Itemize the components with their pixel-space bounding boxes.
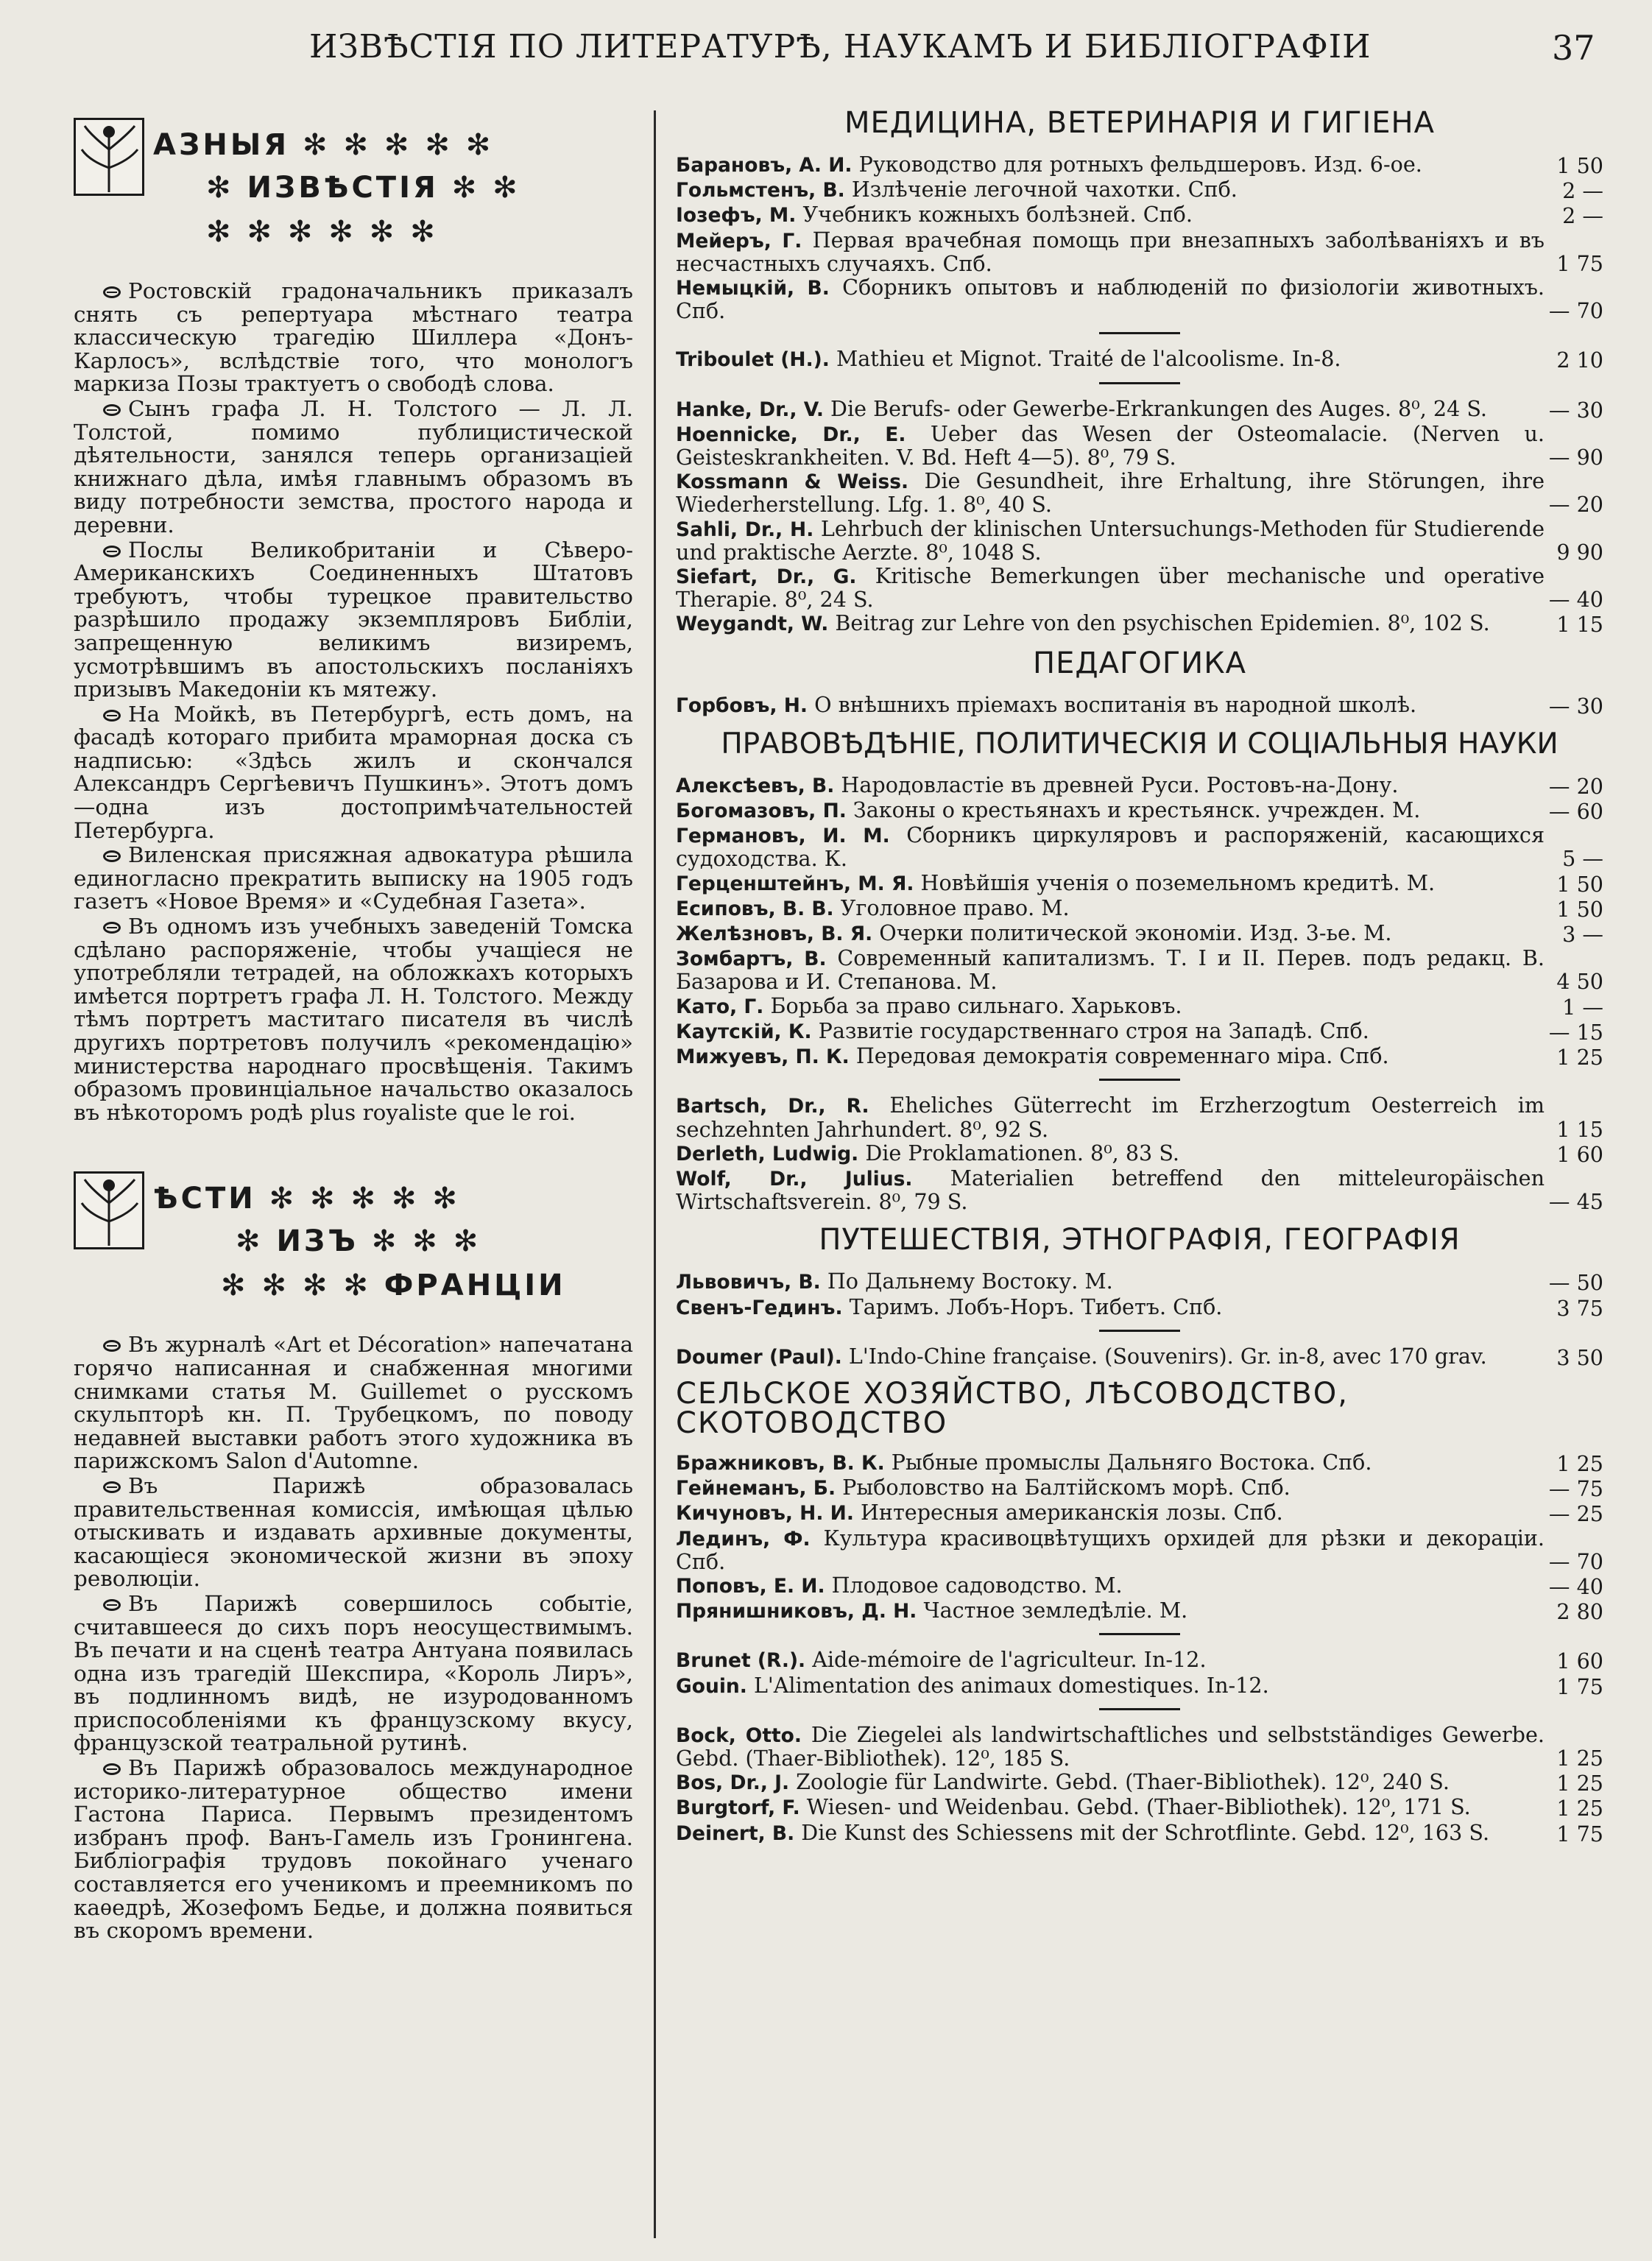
- heading-line-2: ✻ ИЗВѢСТІЯ ✻ ✻: [206, 171, 520, 205]
- price: 3 75: [1556, 1295, 1603, 1321]
- book-entry: Каутскій, К. Развитіе государственнаго строя на Западѣ. Спб. — 15: [676, 1017, 1603, 1045]
- agriculture-de-list: [676, 1721, 1603, 1846]
- travel-fr-list: [676, 1345, 1603, 1369]
- news-item: Въ журналѣ «Art et Décoration» напечатана горячо написанная и снабженная многими снимками статья M. Guillemet о русскомъ скульпторѣ кн. П. Трубецкомъ, по поводу недавней выставки работъ этого художника въ парижскомъ Salon d'Automne.: [74, 1332, 633, 1474]
- heading-line-3: ✻ ✻ ✻ ✻ ✻ ✻: [206, 215, 438, 249]
- book-entry: Мейеръ, Г. Первая врачебная помощь при внезапныхъ заболѣваніяхъ и въ несчастныхъ случаяхъ. Спб. 1 75: [676, 227, 1603, 276]
- price: 1 25: [1556, 1045, 1603, 1070]
- price: — 90: [1548, 445, 1603, 470]
- book-entry: Лединъ, Ф. Культура красивоцвѣтущихъ орхидей для рѣзки и декораціи. Спб. — 70: [676, 1525, 1603, 1574]
- section-title-travel: ПУТЕШЕСТВІЯ, ЭТНОГРАФІЯ, ГЕОГРАФІЯ: [819, 1223, 1461, 1258]
- price: 1 75: [1556, 1673, 1603, 1699]
- law-ru-list: [676, 774, 1603, 1068]
- divider: [1099, 332, 1180, 334]
- book-entry: Мижуевъ, П. К. Передовая демократія современнаго міра. Спб. 1 25: [676, 1043, 1603, 1070]
- book-entry: Bos, Dr., J. Zoologie für Landwirte. Gebd. (Thaer-Bibliothek). 12⁰, 240 S. 1 25: [676, 1769, 1603, 1796]
- book-entry: Bartsch, Dr., R. Eheliches Güterrecht im Erzherzogtum Oesterreich im sechzehnten Jahrhundert. 8⁰, 92 S. 1 15: [676, 1093, 1603, 1142]
- price: — 40: [1548, 587, 1603, 613]
- book-entry: Siefart, Dr., G. Kritische Bemerkungen über mechanische und operative Therapie. 8⁰, 24 S. — 40: [676, 563, 1603, 613]
- price: 1 60: [1556, 1141, 1603, 1167]
- price: 1 25: [1556, 1771, 1603, 1796]
- book-entry: Герценштейнъ, М. Я. Новѣйшія ученія о поземельномъ кредитѣ. М. 1 50: [676, 870, 1603, 897]
- book-entry: Кичуновъ, Н. И. Интересныя американскія лозы. Спб. — 25: [676, 1500, 1603, 1527]
- price: 2 80: [1556, 1599, 1603, 1625]
- book-entry: Барановъ, А. И. Руководство для ротныхъ фельдшеровъ. Изд. 6-ое. 1 50: [676, 152, 1603, 178]
- heading-line-2: ✻ ИЗЪ ✻ ✻ ✻: [236, 1224, 481, 1259]
- news-item: Послы Великобританіи и Сѣверо-Американскихъ Соединенныхъ Штатовъ требуютъ, чтобы турецкое правительство разрѣшило продажу экземпляровъ Библіи, запрещенную великимъ визиремъ, усмотрѣвшимъ въ апостольскихъ посланіяхъ призывъ Македоніи къ мятежу.: [74, 537, 633, 702]
- price: — 30: [1548, 693, 1603, 719]
- book-entry: Богомазовъ, П. Законы о крестьянахъ и крестьянск. учрежден. М. — 60: [676, 797, 1603, 825]
- column-divider: [654, 110, 656, 2238]
- divider: [1099, 382, 1180, 384]
- book-entry: Поповъ, Е. И. Плодовое садоводство. М. — 40: [676, 1572, 1603, 1599]
- price: 1 60: [1556, 1648, 1603, 1674]
- price: 1 75: [1556, 1821, 1603, 1846]
- price: 1 50: [1556, 896, 1603, 922]
- price: — 30: [1548, 397, 1603, 423]
- divider: [1099, 1079, 1180, 1081]
- news-item: Сынъ графа Л. Н. Толстого — Л. Л. Толстой, помимо публицистической дѣятельности, занялся теперь организаціей книжнаго дѣла, имѣя главнымъ образомъ въ виду потребности земства, простого народа и деревни.: [74, 395, 633, 537]
- france-news-heading: [74, 1171, 633, 1319]
- ornament-initial-icon: [74, 118, 144, 196]
- book-entry: Brunet (R.). Aide-mémoire de l'agriculteur. In-12. 1 60: [676, 1647, 1603, 1674]
- left-column: [74, 118, 633, 1944]
- divider: [1099, 1708, 1180, 1710]
- book-entry: Kossmann & Weiss. Die Gesundheit, ihre Erhaltung, ihre Störungen, ihre Wiederherstellung. Lfg. 1. 8⁰, 40 S. — 20: [676, 468, 1603, 518]
- book-entry: Burgtorf, F. Wiesen- und Weidenbau. Gebd. (Thaer-Bibliothek). 12⁰, 171 S. 1 25: [676, 1794, 1603, 1821]
- law-de-list: [676, 1094, 1603, 1213]
- news-item: На Мойкѣ, въ Петербургѣ, есть домъ, на фасадѣ котораго прибита мраморная доска съ надписью: «Здѣсь жилъ и скончался Александръ Сергѣевичъ Пушкинъ». Этотъ домъ—одна изъ достопримѣчательностей Петербурга.: [74, 701, 633, 843]
- price: — 75: [1548, 1476, 1603, 1502]
- book-entry: Зомбартъ, В. Современный капитализмъ. Т. I и II. Перев. подъ редакц. В. Базарова и И. Степанова. М. 4 50: [676, 945, 1603, 995]
- news-item: Ростовскій градоначальникъ приказалъ снять съ репертуара мѣстнаго театра классическую трагедію Шиллера «Донъ-Карлосъ», вслѣдствіе того, что монологъ маркиза Позы трактуетъ о свободѣ слова.: [74, 278, 633, 397]
- price: — 40: [1548, 1573, 1603, 1599]
- section-title-pedagogy: ПЕДАГОГИКА: [1033, 646, 1246, 680]
- section-title-agriculture: СЕЛЬСКОЕ ХОЗЯЙСТВО, ЛѢСОВОДСТВО, СКОТОВОДСТВО: [676, 1376, 1349, 1440]
- price: 1 50: [1556, 153, 1603, 178]
- price: 1 25: [1556, 1796, 1603, 1821]
- price: — 45: [1548, 1189, 1603, 1215]
- book-entry: Weygandt, W. Beitrag zur Lehre von den psychischen Epidemien. 8⁰, 102 S. 1 15: [676, 610, 1603, 638]
- price: — 50: [1548, 1270, 1603, 1296]
- book-entry: Гейнеманъ, Б. Рыболовство на Балтійскомъ морѣ. Спб. — 75: [676, 1475, 1603, 1502]
- news-item: Виленская присяжная адвокатура рѣшила единогласно прекратить выписку на 1905 годъ газетъ «Новое Время» и «Судебная Газета».: [74, 842, 633, 914]
- book-entry: Doumer (Paul). L'Indo-Chine française. (Souvenirs). Gr. in-8, avec 170 grav. 3 50: [676, 1343, 1603, 1370]
- book-entry: Hanke, Dr., V. Die Berufs- oder Gewerbe-Erkrankungen des Auges. 8⁰, 24 S. — 30: [676, 395, 1603, 423]
- book-entry: Горбовъ, Н. О внѣшнихъ пріемахъ воспитанія въ народной школѣ. — 30: [676, 691, 1603, 719]
- price: — 20: [1548, 492, 1603, 518]
- book-entry: Желѣзновъ, В. Я. Очерки политической экономіи. Изд. 3-ье. М. 3 —: [676, 920, 1603, 948]
- travel-ru-list: [676, 1270, 1603, 1319]
- price: 3 —: [1562, 922, 1603, 948]
- book-entry: Bock, Otto. Die Ziegelei als landwirtschaftliches und selbstständiges Gewerbe. Gebd. (Thaer-Bibliothek). 12⁰, 185 S. 1 25: [676, 1721, 1603, 1771]
- section-title-medicine: МЕДИЦИНА, ВЕТЕРИНАРІЯ И ГИГІЕНА: [844, 106, 1435, 140]
- section-title-law: ПРАВОВѢДѢНІЕ, ПОЛИТИЧЕСКІЯ И СОЦІАЛЬНЫЯ НАУКИ: [721, 727, 1559, 761]
- divider: [1099, 1330, 1180, 1332]
- misc-news-heading: [74, 118, 633, 265]
- price: 2 —: [1562, 178, 1603, 204]
- price: 1 —: [1562, 994, 1603, 1020]
- price: 4 50: [1556, 969, 1603, 995]
- price: — 20: [1548, 773, 1603, 799]
- book-entry: Derleth, Ludwig. Die Proklamationen. 8⁰, 83 S. 1 60: [676, 1140, 1603, 1167]
- misc-news-list: [74, 280, 633, 1124]
- book-entry: Львовичъ, В. По Дальнему Востоку. М. — 50: [676, 1269, 1603, 1296]
- book-entry: Гольмстенъ, В. Излѣченіе легочной чахотки. Спб. 2 —: [676, 177, 1603, 204]
- price: 1 25: [1556, 1745, 1603, 1771]
- page-number: 37: [1552, 28, 1595, 68]
- price: 2 —: [1562, 203, 1603, 229]
- price: 3 50: [1556, 1344, 1603, 1370]
- book-entry: Deinert, B. Die Kunst des Schiessens mit der Schrotflinte. Gebd. 12⁰, 163 S. 1 75: [676, 1819, 1603, 1846]
- price: — 70: [1548, 298, 1603, 324]
- heading-line-1: ѢСТИ ✻ ✻ ✻ ✻ ✻: [153, 1182, 460, 1216]
- book-entry: Hoennicke, Dr., E. Ueber das Wesen der Osteomalacie. (Nerven u. Geisteskrankheiten. V. Bd. Heft 4—5). 8⁰, 79 S. — 90: [676, 420, 1603, 470]
- book-entry: Triboulet (H.). Mathieu et Mignot. Traité de l'alcoolisme. In-8. 2 10: [676, 346, 1603, 373]
- medicine-ru-list: [676, 153, 1603, 322]
- book-entry: Немыцкій, В. Сборникъ опытовъ и наблюденій по физіологіи животныхъ. Спб. — 70: [676, 275, 1603, 324]
- medicine-de-list: [676, 395, 1603, 638]
- price: 1 15: [1556, 1116, 1603, 1142]
- heading-line-3: ✻ ✻ ✻ ✻ ФРАНЦІИ: [221, 1269, 566, 1303]
- price: 2 10: [1556, 348, 1603, 373]
- book-entry: Алексѣевъ, В. Народовластіе въ древней Руси. Ростовъ-на-Дону. — 20: [676, 772, 1603, 799]
- book-entry: Wolf, Dr., Julius. Materialien betreffend den mitteleuropäischen Wirtschaftsverein. 8⁰, 79 S. — 45: [676, 1165, 1603, 1215]
- page-title: ИЗВѢСТІЯ ПО ЛИТЕРАТУРѢ, НАУКАМЪ И БИБЛІОГРАФІИ: [309, 28, 1372, 66]
- price: 1 75: [1556, 250, 1603, 276]
- medicine-fr-list: [676, 348, 1603, 371]
- news-item: Въ одномъ изъ учебныхъ заведеній Томска сдѣлано распоряженіе, чтобы учащіеся не употребляли тетрадей, на обложкахъ которыхъ имѣется портретъ графа Л. Н. Толстого. Между тѣмъ портретъ маститаго писателя въ числѣ другихъ портретовъ получилъ «рекомендацію» министерства народнаго просвѣщенія. Такимъ образомъ провинціальное начальство оказалось въ нѣкоторомъ родѣ plus royaliste que le roi.: [74, 914, 633, 1125]
- page-header: [0, 21, 1652, 80]
- book-entry: Прянишниковъ, Д. Н. Частное земледѣліе. М. 2 80: [676, 1598, 1603, 1625]
- book-entry: Свенъ-Гединъ. Таримъ. Лобъ-Норъ. Тибетъ. Спб. 3 75: [676, 1294, 1603, 1321]
- book-entry: Есиповъ, В. В. Уголовное право. М. 1 50: [676, 895, 1603, 922]
- book-entry: Германовъ, И. М. Сборникъ циркуляровъ и распоряженій, касающихся судоходства. К. 5 —: [676, 822, 1603, 872]
- price: 1 25: [1556, 1450, 1603, 1476]
- divider: [1099, 1633, 1180, 1635]
- ornament-initial-icon: [74, 1171, 144, 1249]
- price: — 60: [1548, 799, 1603, 825]
- book-entry: Іозефъ, М. Учебникъ кожныхъ болѣзней. Спб. 2 —: [676, 202, 1603, 229]
- heading-line-1: АЗНЫЯ ✻ ✻ ✻ ✻ ✻: [153, 128, 494, 162]
- book-entry: Като, Г. Борьба за право сильнаго. Харьковъ. 1 —: [676, 992, 1603, 1020]
- price: 1 50: [1556, 871, 1603, 897]
- price: — 70: [1548, 1548, 1603, 1574]
- right-column: [676, 96, 1603, 1846]
- price: 5 —: [1562, 846, 1603, 872]
- agriculture-ru-list: [676, 1451, 1603, 1623]
- price: 1 15: [1556, 612, 1603, 638]
- price: — 25: [1548, 1501, 1603, 1527]
- news-item: Въ Парижѣ образовалась правительственная комиссія, имѣющая цѣлью отыскивать и издавать архивные документы, касающіеся экономической жизни въ эпоху революціи.: [74, 1472, 633, 1592]
- book-entry: Бражниковъ, В. К. Рыбные промыслы Дальняго Востока. Спб. 1 25: [676, 1449, 1603, 1476]
- book-entry: Gouin. L'Alimentation des animaux domestiques. In-12. 1 75: [676, 1672, 1603, 1699]
- agriculture-fr-list: [676, 1648, 1603, 1697]
- pedagogy-ru-list: [676, 691, 1603, 719]
- news-item: Въ Парижѣ совершилось событіе, считавшееся до сихъ поръ неосуществимымъ. Въ печати и на сценѣ театра Антуана появилась одна изъ трагедій Шекспира, «Король Лиръ», въ подлинномъ видѣ, не изуродованномъ приспособленіями къ французскому вкусу, французской театральной рутинѣ.: [74, 1590, 633, 1756]
- price: 9 90: [1556, 539, 1603, 565]
- news-item: Въ Парижѣ образовалось международное историко-литературное общество имени Гастона Париса. Первымъ президентомъ избранъ проф. Ванъ-Гамель изъ Гронингена. Библіографія трудовъ покойнаго ученаго составляется его ученикомъ и преемникомъ по каѳедрѣ, Жозефомъ Бедье, и должна появиться въ скоромъ времени.: [74, 1755, 633, 1944]
- france-news-list: [74, 1333, 633, 1942]
- book-entry: Sahli, Dr., H. Lehrbuch der klinischen Untersuchungs-Methoden für Studierende und praktische Aerzte. 8⁰, 1048 S. 9 90: [676, 515, 1603, 565]
- price: — 15: [1548, 1019, 1603, 1045]
